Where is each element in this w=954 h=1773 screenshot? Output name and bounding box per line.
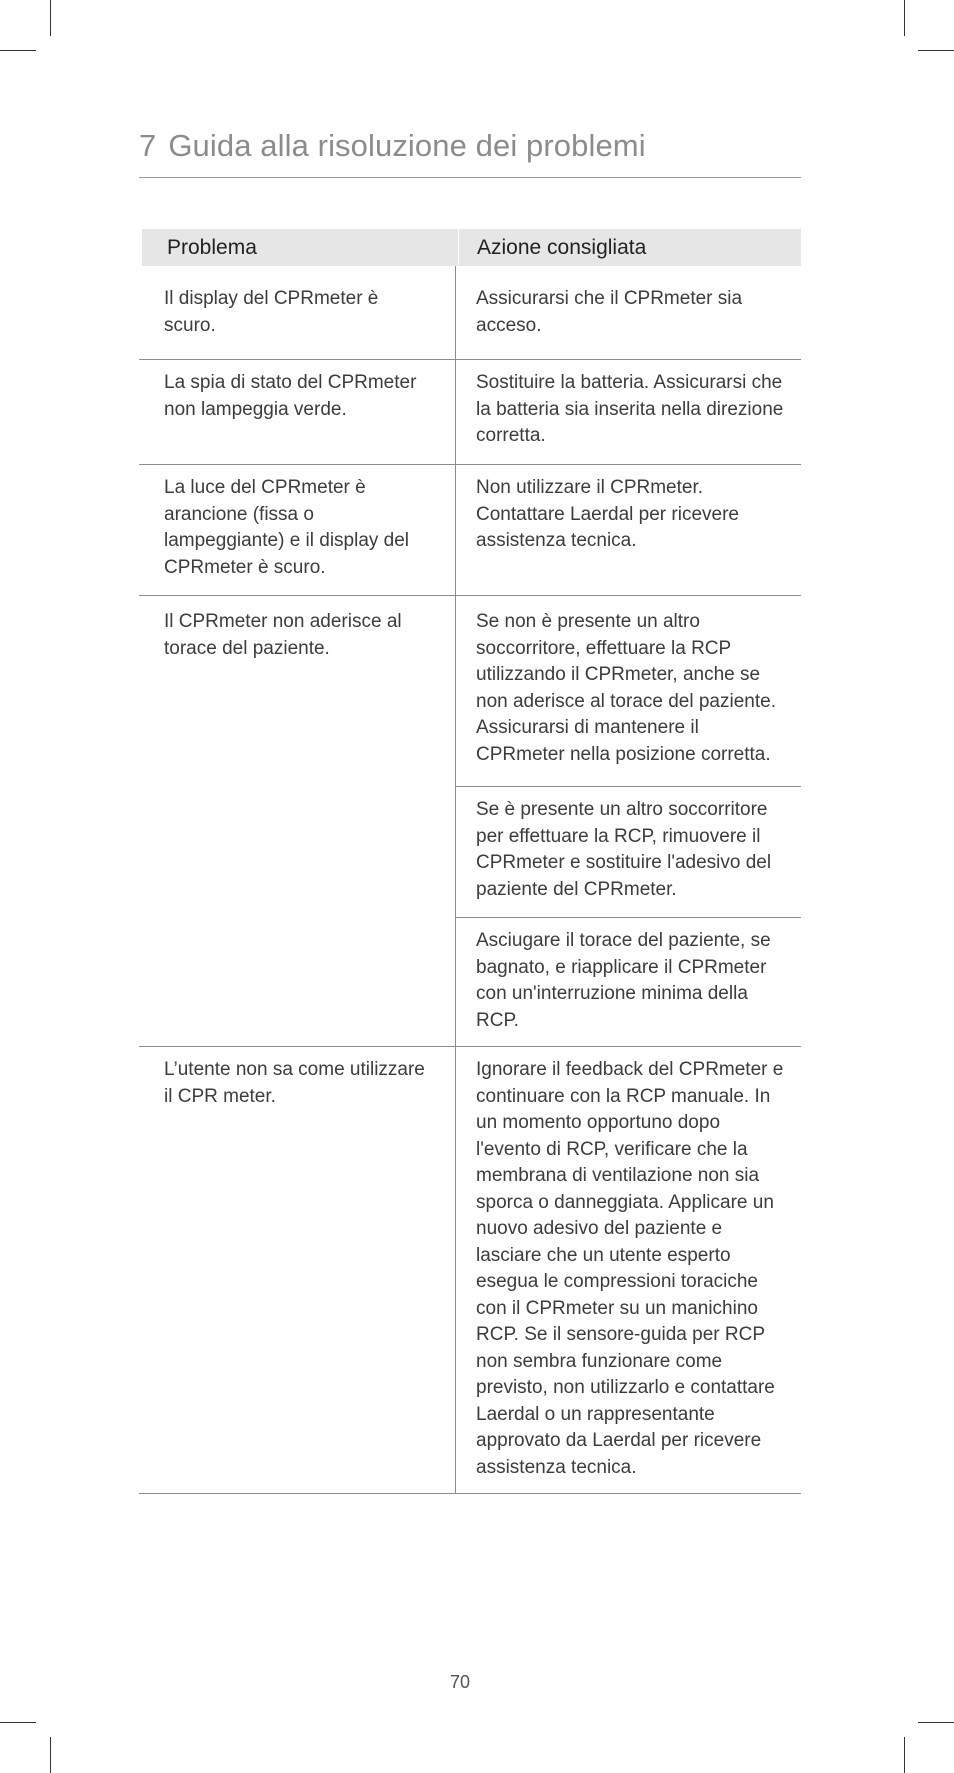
table-row (139, 1047, 801, 1494)
action-text: Asciugare il torace del paziente, se bagnato, e riapplicare il CPRmeter con un'interruzione minima della RCP. (476, 930, 771, 1031)
action-cell (456, 266, 801, 359)
problem-text: Il CPRmeter non aderisce al torace del paziente. (164, 611, 402, 659)
title-rule (139, 177, 801, 178)
crop-mark (0, 50, 36, 51)
problem-cell (139, 360, 456, 464)
action-text: Assicurarsi che il CPRmeter sia acceso. (476, 288, 743, 336)
action-block (456, 918, 801, 1046)
action-cell (456, 596, 801, 1046)
crop-mark (904, 1737, 905, 1773)
table-row (139, 266, 801, 360)
action-block (456, 360, 801, 450)
table-row (139, 360, 801, 465)
crop-mark (904, 0, 905, 36)
problem-cell (139, 266, 456, 359)
chapter-title-text: Guida alla risoluzione dei problemi (168, 128, 646, 163)
table-header (139, 229, 801, 266)
troubleshooting-table (139, 229, 801, 1494)
chapter-title (139, 128, 801, 164)
problem-cell (139, 596, 456, 1046)
action-block (456, 465, 801, 555)
crop-mark (50, 1737, 51, 1773)
action-text: Non utilizzare il CPRmeter. Contattare Laerdal per ricevere assistenza tecnica. (476, 477, 739, 551)
problem-text: L’utente non sa come utilizzare il CPR meter. (164, 1059, 425, 1107)
action-text: Sostituire la batteria. Assicurarsi che la batteria sia inserita nella direzione corretta. (476, 372, 784, 446)
action-text: Se non è presente un altro soccorritore, effettuare la RCP utilizzando il CPRmeter, anche se non aderisce al torace del paziente. Assicurarsi di mantenere il CPRmeter nella posizione corretta. (476, 611, 776, 765)
problem-cell (139, 1047, 456, 1493)
crop-mark (918, 50, 954, 51)
action-block (456, 787, 801, 918)
table-row (139, 596, 801, 1047)
chapter-number: 7 (139, 128, 157, 163)
table-row (139, 465, 801, 596)
action-block (456, 596, 801, 787)
header-action: Azione consigliata (459, 229, 801, 266)
action-block (456, 1047, 801, 1481)
page-number: 70 (449, 1672, 471, 1692)
header-problem: Problema (142, 229, 458, 266)
crop-mark (0, 1722, 36, 1723)
action-cell (456, 1047, 801, 1493)
crop-mark (918, 1722, 954, 1723)
problem-text: Il display del CPRmeter è scuro. (164, 288, 379, 336)
action-block (456, 266, 801, 339)
action-text: Ignorare il feedback del CPRmeter e continuare con la RCP manuale. In un momento opportuno dopo l'evento di RCP, verificare che la membrana di ventilazione non sia sporca o danneggiata. Applicare un nuovo adesivo del paziente e lasciare che un utente esperto esegua le compressioni toraciche con il CPRmeter su un manichino RCP. Se il sensore-guida per RCP non sembra funzionare come previsto, non utilizzarlo e contattare Laerdal o un rappresentante approvato da Laerdal per ricevere assistenza tecnica. (476, 1059, 784, 1478)
action-cell (456, 465, 801, 595)
problem-text: La luce del CPRmeter è arancione (fissa o lampeggiante) e il display del CPRmeter è scuro. (164, 477, 410, 578)
action-text: Se è presente un altro soccorritore per effettuare la RCP, rimuovere il CPRmeter e sostituire l'adesivo del paziente del CPRmeter. (476, 799, 772, 900)
problem-cell (139, 465, 456, 595)
action-cell (456, 360, 801, 464)
problem-text: La spia di stato del CPRmeter non lampeggia verde. (164, 372, 417, 420)
crop-mark (50, 0, 51, 36)
